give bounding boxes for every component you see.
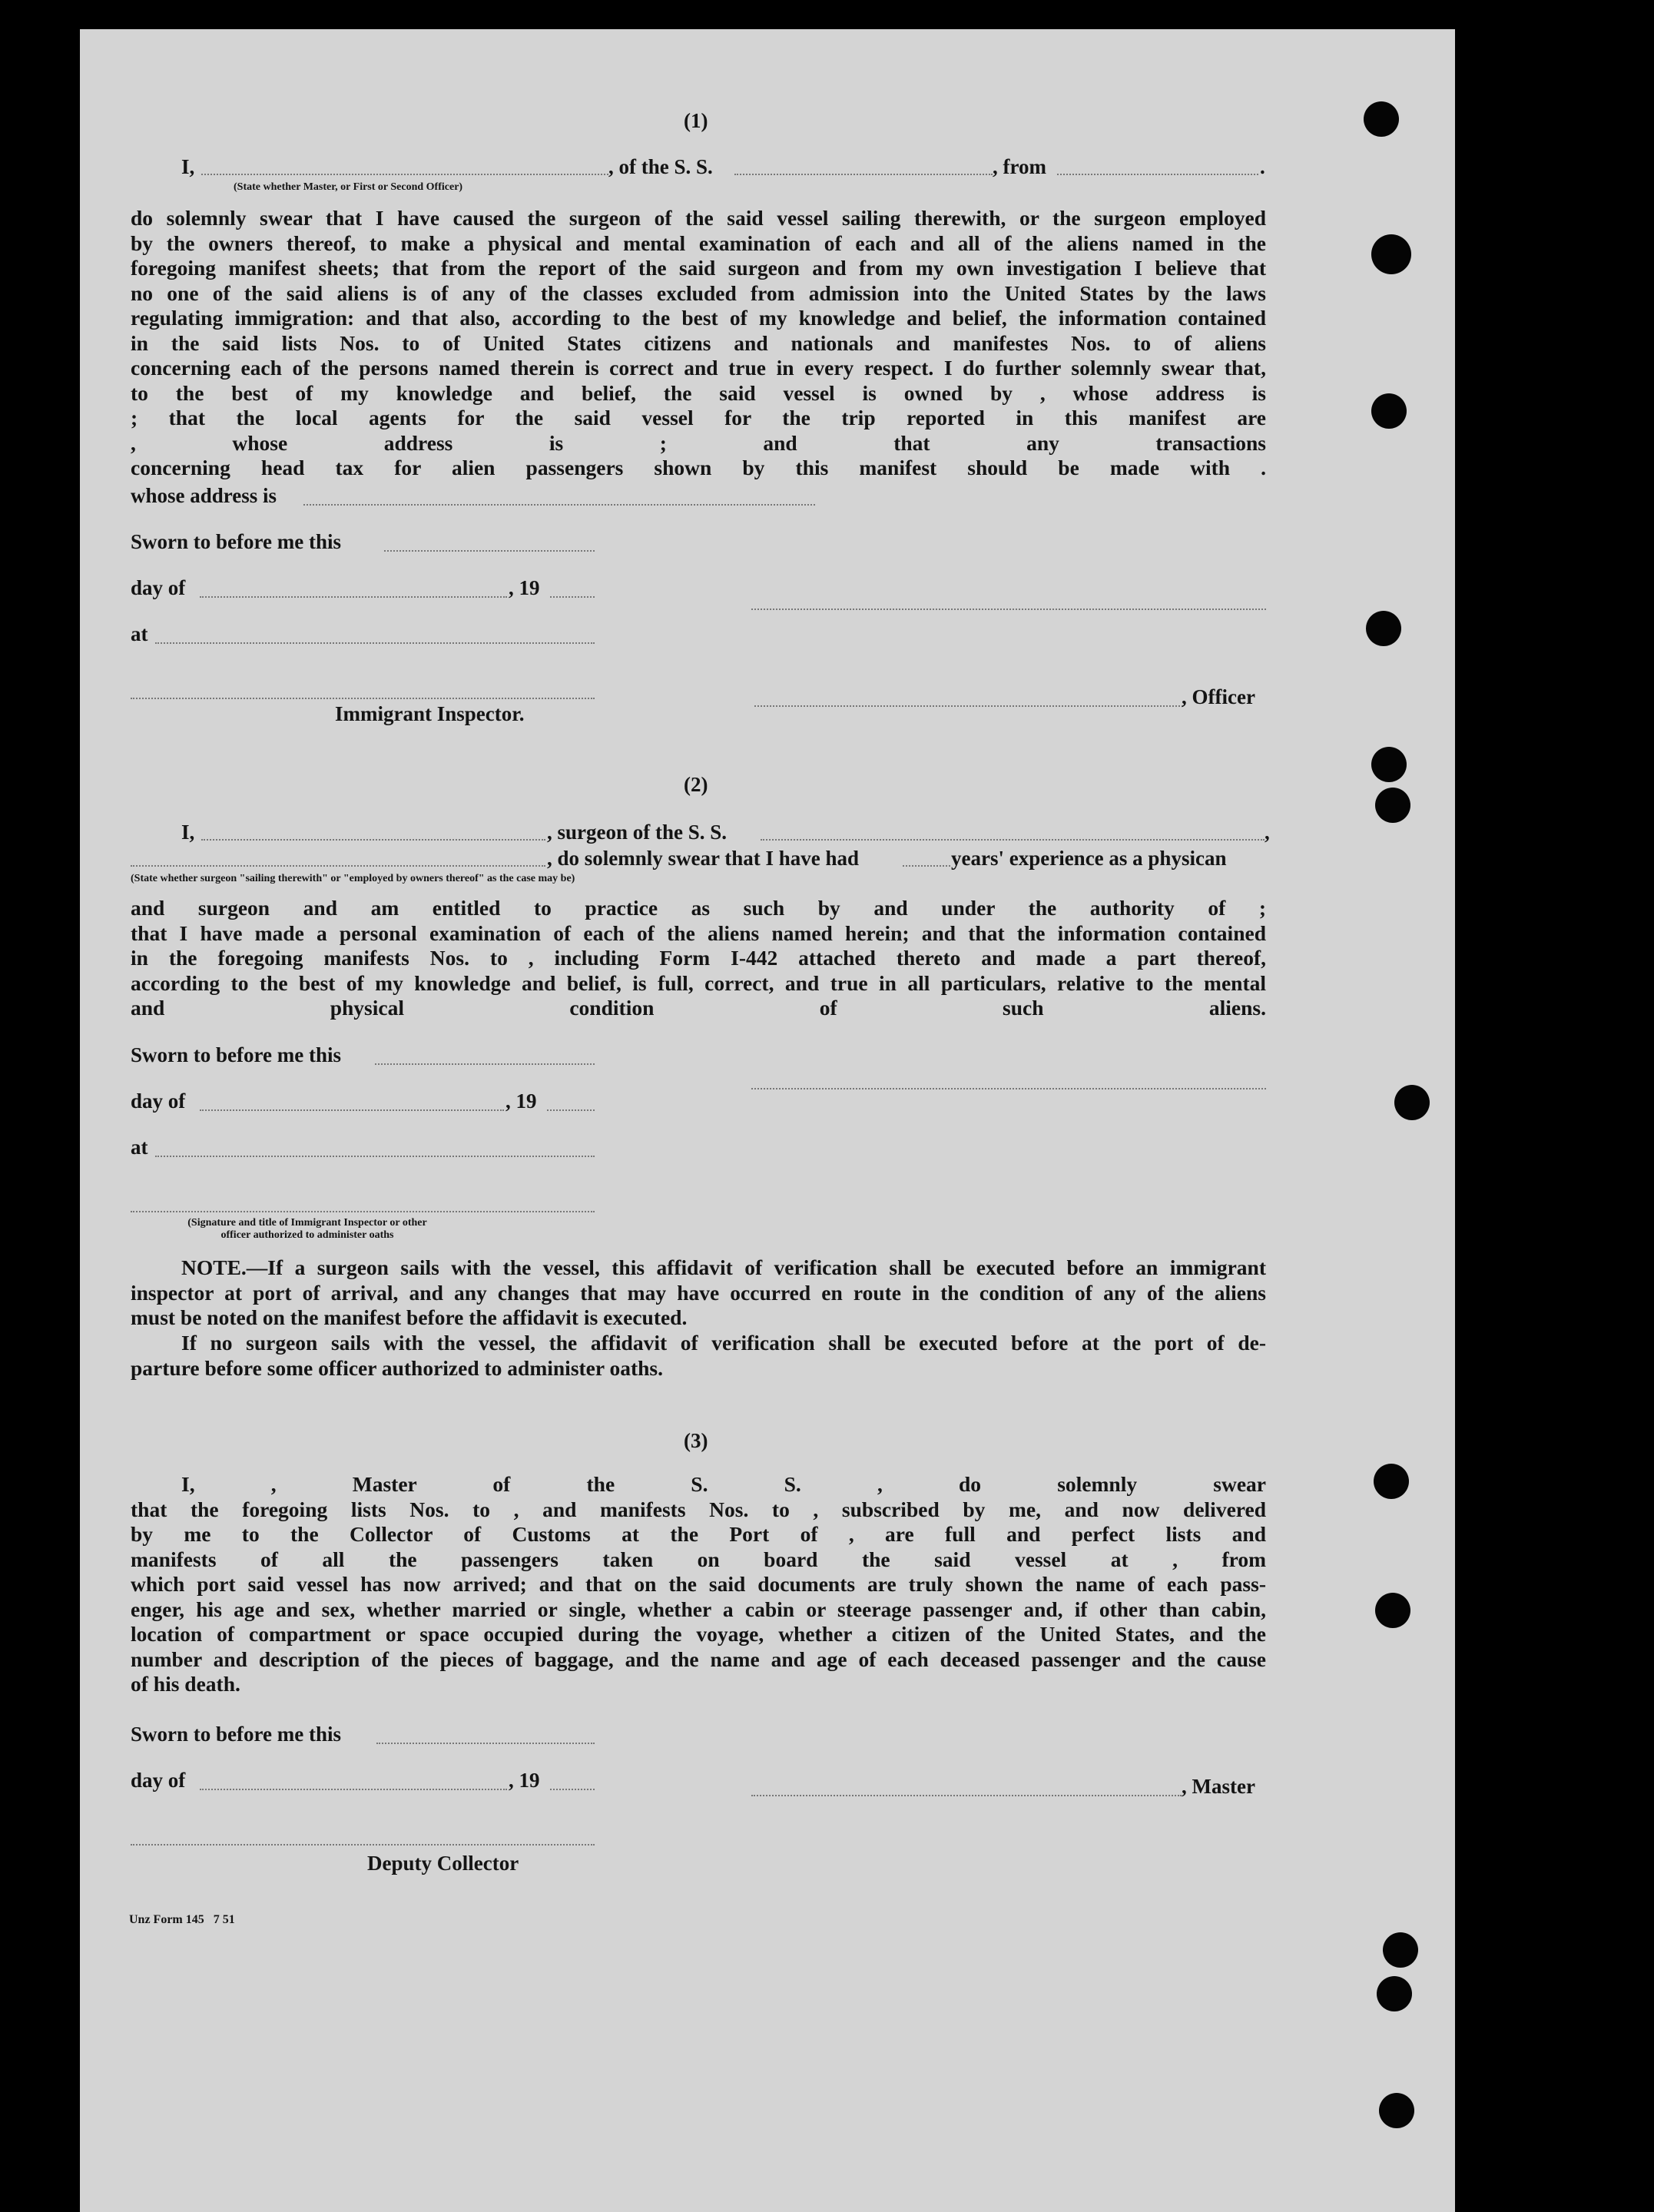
punch-hole xyxy=(1377,1976,1412,2011)
oath-paragraph: do solemnly swear that I have caused the surgeon of the said vessel sailing therewith, or the surgeon employed by the owners thereof, to make a physical and mental examination of each and all of the aliens named in the foregoing manifest sheets; that from the report of the said surgeon and from my own investigation I believe that no one of the said aliens is of any of the classes excluded from admission into the United States by the laws regulating immigration: and that also, according to the best of my knowledge and belief, the information contained in the said lists Nos. to of United States citizens and nationals and manifestes Nos. to of aliens concerning each of the persons named therein is correct and true in every respect. I do further solemnly swear that, to the best of my knowledge and belief, the said vessel is owned by , whose address is ; that the local agents for the said vessel for the trip reported in this manifest are , whose address is ; and that any transactions concerning head tax for alien passengers shown by this manifest should be made with . xyxy=(131,206,1266,479)
inspector-signature-line[interactable] xyxy=(131,698,595,699)
officer-rank-field[interactable] xyxy=(201,174,608,175)
year-field[interactable] xyxy=(547,1109,595,1111)
surgeon-instruction: (State whether surgeon "sailing therewith" or "employed by owners thereof" as the case may be) xyxy=(131,873,575,884)
line-end: . xyxy=(1260,155,1265,178)
surgeon-name-field[interactable] xyxy=(201,839,545,841)
sworn-date-field[interactable] xyxy=(376,1743,595,1744)
note-paragraph: If no surgeon sails with the vessel, the affidavit of verification shall be executed before at the port of de- parture before some officer authorized to administer oaths. xyxy=(131,1331,1266,1380)
of-ss-label: , of the S. S. xyxy=(608,155,713,178)
form-id: Unz Form 145 7 51 xyxy=(129,1913,235,1926)
whose-address-label: whose address is xyxy=(131,484,277,507)
punch-hole xyxy=(1374,1464,1409,1499)
years-label: years' experience as a physican xyxy=(951,847,1227,870)
oath-lead: I, xyxy=(181,821,195,844)
punch-hole xyxy=(1371,393,1407,429)
master-signature-line[interactable] xyxy=(751,1795,1182,1796)
day-of-label: day of xyxy=(131,1769,186,1792)
punch-hole xyxy=(1383,1932,1418,1968)
surgeon-status-field[interactable] xyxy=(131,865,545,867)
sworn-date-field[interactable] xyxy=(375,1063,595,1065)
officer-name-line[interactable] xyxy=(754,705,1183,707)
year-label: , 19 xyxy=(505,1089,537,1113)
sworn-label: Sworn to before me this xyxy=(131,1043,341,1066)
day-of-label: day of xyxy=(131,576,186,599)
place-field[interactable] xyxy=(155,1156,595,1157)
collector-signature-line[interactable] xyxy=(131,1844,595,1846)
signature-note: officer authorized to administer oaths xyxy=(220,1229,394,1241)
punch-hole xyxy=(1375,1593,1410,1628)
vessel-name-field[interactable] xyxy=(734,174,993,175)
year-label: , 19 xyxy=(509,1769,540,1792)
officer-signature-line[interactable] xyxy=(751,609,1266,610)
address-field[interactable] xyxy=(303,504,815,506)
master-label: , Master xyxy=(1182,1775,1255,1798)
collector-label: Deputy Collector xyxy=(367,1852,519,1875)
punch-hole xyxy=(1371,747,1407,782)
sworn-date-field[interactable] xyxy=(384,550,595,552)
month-field[interactable] xyxy=(200,1109,504,1111)
note-paragraph: NOTE.—If a surgeon sails with the vessel, this affidavit of verification shall be executed before an immigrant inspector at port of arrival, and any changes that may have occurred en route in the condition of any of the aliens must be noted on the manifest before the affidavit is executed. xyxy=(131,1255,1266,1329)
from-port-field[interactable] xyxy=(1057,174,1258,175)
from-label: , from xyxy=(993,155,1046,178)
year-field[interactable] xyxy=(550,1789,595,1790)
surgeon-of-label: , surgeon of the S. S. xyxy=(547,821,728,844)
punch-hole xyxy=(1366,611,1401,646)
punch-hole xyxy=(1379,2093,1414,2128)
surgeon-paragraph: and surgeon and am entitled to practice as such by and under the authority of ; that I have made a personal examination of each of the aliens named herein; and that the information contained in the foregoing manifests Nos. to , including Form I-442 attached thereto and made a part thereof, according to the best of my knowledge and belief, is full, correct, and true in all particulars, relative to the mental and physical condition of such aliens. xyxy=(131,896,1266,1020)
vessel-name-field[interactable] xyxy=(761,839,1265,841)
punch-hole xyxy=(1394,1085,1430,1120)
inspector-signature-line[interactable] xyxy=(131,1211,595,1212)
line-end: , xyxy=(1265,821,1270,844)
punch-hole xyxy=(1364,101,1399,137)
sworn-label: Sworn to before me this xyxy=(131,1723,341,1746)
oath-lead: I, xyxy=(181,155,195,178)
punch-hole xyxy=(1371,234,1411,274)
signature-note: (Signature and title of Immigrant Inspector or other xyxy=(187,1217,427,1229)
year-label: , 19 xyxy=(509,576,540,599)
section-number: (2) xyxy=(684,773,708,796)
officer-label: , Officer xyxy=(1182,685,1255,708)
year-field[interactable] xyxy=(550,596,595,598)
sworn-label: Sworn to before me this xyxy=(131,530,341,553)
section-number: (3) xyxy=(684,1429,708,1452)
at-label: at xyxy=(131,1136,148,1159)
month-field[interactable] xyxy=(200,596,507,598)
day-of-label: day of xyxy=(131,1089,186,1113)
section-number: (1) xyxy=(684,109,708,132)
rank-instruction: (State whether Master, or First or Second Officer) xyxy=(234,181,463,193)
punch-hole xyxy=(1375,788,1410,823)
master-paragraph: I, , Master of the S. S. , do solemnly swear that the foregoing lists Nos. to , and manifests Nos. to , subscribed by me, and now delivered by me to the Collector of Customs at the Port of , are full and perfect lists and manifests of all the passengers taken on board the said vessel at , from which port said vessel has now arrived; and that on the said documents are truly shown the name of each pass- enger, his age and sex, whether married or single, whether a cabin or steerage passenger and, if other than cabin, location of compartment or space occupied during the voyage, whether a citizen of the United States, and the number and description of the pieces of baggage, and the name and age of each deceased passenger and the cause of his death. xyxy=(131,1472,1266,1696)
month-field[interactable] xyxy=(200,1789,507,1790)
swear-label: , do solemnly swear that I have had xyxy=(547,847,860,870)
surgeon-signature-line[interactable] xyxy=(751,1088,1266,1089)
years-field[interactable] xyxy=(903,865,950,867)
place-field[interactable] xyxy=(155,642,595,644)
at-label: at xyxy=(131,622,148,645)
inspector-label: Immigrant Inspector. xyxy=(335,702,525,725)
